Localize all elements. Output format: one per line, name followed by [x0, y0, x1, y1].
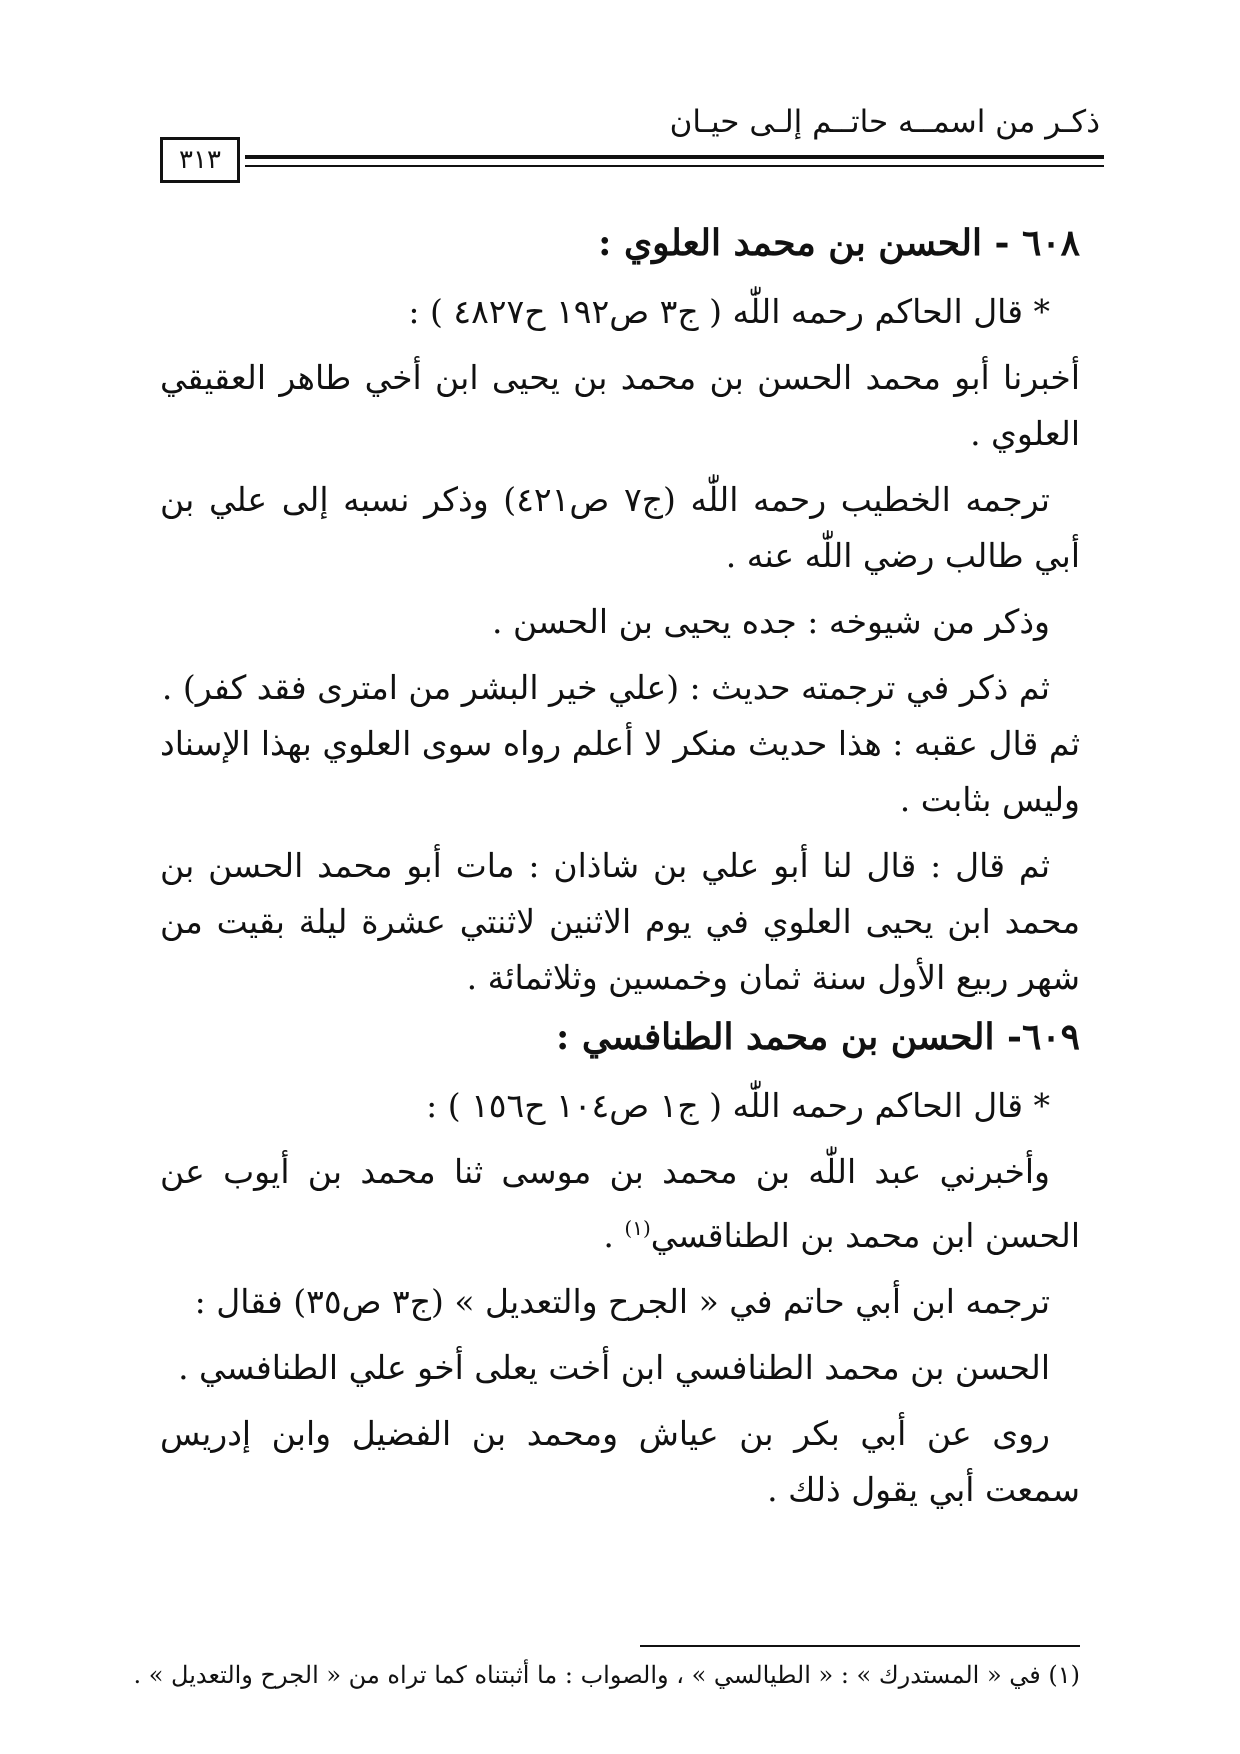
entry-heading-609: ٦٠٩- الحسن بن محمد الطنافسي :	[556, 1016, 1080, 1058]
header-rule-thin	[245, 165, 1104, 167]
entry-608-source: * قال الحاكم رحمه اللّٰه ( ج٣ ص١٩٢ ح٤٨٢٧ ) :	[408, 292, 1050, 331]
entry-608-hadith: ثم ذكر في ترجمته حديث : (علي خير البشر من امترى فقد كفر) .	[161, 668, 1050, 707]
footnote: (١) في « المستدرك » : « الطيالسي » ، والصواب : ما أثبتناه كما تراه من « الجرح والتعديل » .	[133, 1661, 1080, 1689]
running-title: ذكـر من اسمــه حاتــم إلـى حيـان	[669, 104, 1100, 140]
page-body	[160, 212, 1080, 1518]
entry-608-khatib: ترجمه الخطيب رحمه اللّٰه (ج٧ ص٤٢١) وذكر نسبه إلى علي بن أبي طالب رضي اللّٰه عنه .	[160, 480, 1080, 575]
footnote-ref: (١)	[624, 1216, 651, 1240]
entry-609-isnad-text: وأخبرني عبد اللّٰه بن محمد بن موسى ثنا محمد بن أيوب عن الحسن ابن محمد بن الطناقسي	[160, 1152, 1080, 1255]
footnote-rule	[640, 1645, 1080, 1647]
entry-609-source: * قال الحاكم رحمه اللّٰه ( ج١ ص١٠٤ ح١٥٦ ) :	[426, 1086, 1050, 1125]
page-number: ٣١٣	[160, 137, 240, 183]
entry-609-name: الحسن بن محمد الطنافسي ابن أخت يعلى أخو علي الطنافسي .	[178, 1348, 1050, 1387]
entry-609-isnad	[160, 1144, 1080, 1264]
entry-608-isnad: أخبرنا أبو محمد الحسن بن محمد بن يحيى ابن أخي طاهر العقيقي العلوي .	[160, 358, 1080, 453]
entry-609-isnad-dot: .	[603, 1216, 625, 1255]
entry-608-comment: ثم قال عقبه : هذا حديث منكر لا أعلم رواه سوى العلوي بهذا الإسناد وليس بثابت .	[160, 724, 1080, 819]
entry-609-narrations: روى عن أبي بكر بن عياش ومحمد بن الفضيل وابن إدريس سمعت أبي يقول ذلك .	[160, 1414, 1080, 1509]
entry-609-abihatim: ترجمه ابن أبي حاتم في « الجرح والتعديل » (ج٣ ص٣٥) فقال :	[194, 1282, 1050, 1321]
entry-608-death: ثم قال : قال لنا أبو علي بن شاذان : مات أبو محمد الحسن بن محمد ابن يحيى العلوي في يوم الاثنين لاثنتي عشرة ليلة بقيت من شهر ربيع الأول سنة ثمان وخمسين وثلاثمائة .	[160, 846, 1080, 997]
entry-608-shuyukh: وذكر من شيوخه : جده يحيى بن الحسن .	[492, 602, 1050, 641]
entry-heading-608: ٦٠٨ - الحسن بن محمد العلوي :	[598, 222, 1080, 264]
header-rule-thick	[245, 155, 1104, 159]
